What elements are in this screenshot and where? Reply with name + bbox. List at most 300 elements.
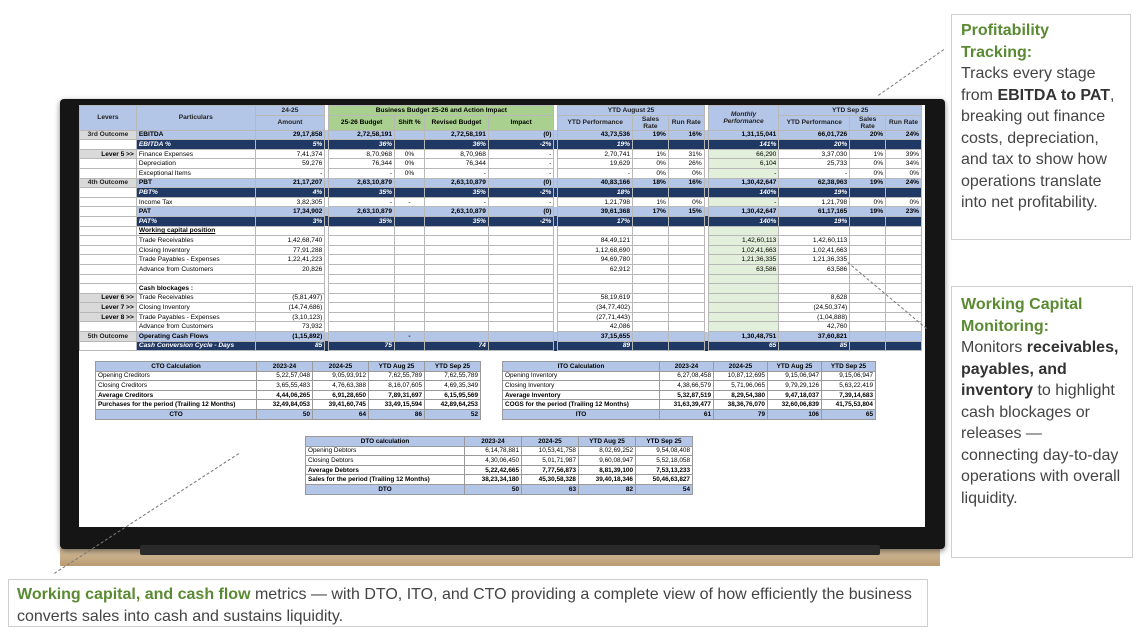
particulars-cell: EBITDA: [136, 130, 255, 140]
budget-2526-cell: [329, 332, 395, 342]
ito-title: ITO Calculation: [503, 362, 660, 372]
sales-rate-cell: [633, 312, 669, 322]
sales-rate-cell: 19%: [633, 130, 669, 140]
particulars-cell: Depreciation: [136, 159, 255, 169]
ito-value-cell: 5,71,96,065: [714, 381, 768, 391]
table-row: [80, 293, 922, 303]
ytd-sep-cell: (1,04,888): [779, 312, 850, 322]
particulars-cell: Advance from Customers: [136, 322, 255, 332]
run-rate-cell: 16%: [668, 130, 704, 140]
budget-2526-cell: [329, 303, 395, 313]
sales-rate-sep-cell: [850, 188, 886, 198]
budget-2526-cell: [329, 274, 395, 284]
sales-rate-cell: [633, 274, 669, 284]
dto-table: [305, 436, 693, 495]
revised-budget-cell: 2,63,10,879: [424, 207, 488, 217]
ito-value-cell: 31,63,39,477: [660, 400, 714, 410]
run-rate-cell: [668, 322, 704, 332]
amount-2425-cell: (5,81,497): [255, 293, 325, 303]
ytd-aug-cell: 18%: [558, 188, 633, 198]
impact-cell: [488, 332, 554, 342]
ytd-aug-cell: 58,19,619: [558, 293, 633, 303]
budget-2526-cell: 2,63,10,879: [329, 178, 395, 188]
amount-2425-cell: (3,10,123): [255, 312, 325, 322]
table-row: [503, 390, 876, 400]
cto-block: [95, 361, 481, 420]
ytd-sep-cell: 66,01,726: [779, 130, 850, 140]
dto-value-cell: 45,30,58,328: [522, 475, 579, 485]
revised-budget-cell: [424, 293, 488, 303]
revised-budget-cell: [424, 303, 488, 313]
ytd-sep-cell: -: [779, 168, 850, 178]
lever-cell: [80, 255, 137, 265]
revised-budget-cell: 35%: [424, 188, 488, 198]
ito-column-header: YTD Sep 25: [822, 362, 876, 372]
cash-flow-callout: [8, 579, 928, 627]
ytd-sep-cell: 61,17,165: [779, 207, 850, 217]
amount-2425-cell: (1,15,892): [255, 332, 325, 342]
sales-rate-sep-cell: [850, 332, 886, 342]
lever-cell: 3rd Outcome: [80, 130, 137, 140]
shift-cell: [395, 284, 425, 294]
dto-result-value: 82: [579, 484, 636, 494]
revised-budget-cell: [424, 255, 488, 265]
shift-cell: [395, 341, 425, 351]
run-rate-sep-cell: [886, 236, 922, 246]
ito-result-value: 61: [660, 409, 714, 419]
particulars-cell: Income Tax: [136, 197, 255, 207]
amount-2425-cell: 4%: [255, 188, 325, 198]
lever-cell: [80, 284, 137, 294]
shift-cell: [395, 207, 425, 217]
budget-2526-cell: 35%: [329, 216, 395, 226]
shift-cell: [395, 312, 425, 322]
lever-cell: [80, 197, 137, 207]
table-row: [80, 245, 922, 255]
dto-result-value: 63: [522, 484, 579, 494]
table-row: [80, 236, 922, 246]
dto-value-cell: 9,60,08,947: [579, 456, 636, 466]
ytd-aug-cell: 62,912: [558, 264, 633, 274]
dto-value-cell: 6,14,78,881: [465, 446, 522, 456]
shift-cell: [395, 322, 425, 332]
revised-budget-cell: 2,63,10,879: [424, 178, 488, 188]
ytd-aug-cell: 17%: [558, 216, 633, 226]
run-rate-sep-cell: [886, 264, 922, 274]
monthly-performance-cell: [708, 293, 779, 303]
shift-cell: 0%: [395, 168, 425, 178]
lever-cell: Lever 7 >>: [80, 303, 137, 313]
budget-2526-cell: 35%: [329, 188, 395, 198]
ytd-aug-cell: 2,70,741: [558, 149, 633, 159]
lever-cell: [80, 226, 137, 236]
cto-table: [95, 361, 481, 420]
ytd-sep-cell: 85: [779, 341, 850, 351]
monthly-performance-cell: 1,31,15,041: [708, 130, 779, 140]
dto-row-label: Sales for the period (Trailing 12 Months): [306, 475, 465, 485]
sales-rate-cell: [633, 284, 669, 294]
ytd-sep-cell: 1,02,41,663: [779, 245, 850, 255]
ito-result-value: 65: [822, 409, 876, 419]
sales-rate-sep-cell: [850, 255, 886, 265]
particulars-cell: EBITDA %: [136, 140, 255, 150]
impact-cell: [488, 284, 554, 294]
cto-value-cell: 4,69,35,349: [425, 381, 481, 391]
table-row: [80, 255, 922, 265]
ito-row-label: COGS for the period (Trailing 12 Months): [503, 400, 660, 410]
run-rate-sep-cell: [886, 255, 922, 265]
sales-rate-sep-cell: [850, 245, 886, 255]
ytd-sep-cell: 25,733: [779, 159, 850, 169]
monthly-performance-header: Monthly Performance: [708, 106, 779, 131]
working-capital-callout-title: Working Capital Monitoring:: [961, 296, 1083, 335]
ytd-sep-cell: 19%: [779, 216, 850, 226]
ito-value-cell: 5,32,87,519: [660, 390, 714, 400]
ytd-aug-cell: 43,73,536: [558, 130, 633, 140]
run-rate-cell: [668, 188, 704, 198]
impact-cell: [488, 264, 554, 274]
amount-header: Amount: [255, 115, 325, 130]
sales-rate-cell: 17%: [633, 207, 669, 217]
sales-rate-cell: 18%: [633, 178, 669, 188]
revised-budget-cell: [424, 245, 488, 255]
lever-cell: 5th Outcome: [80, 332, 137, 342]
dto-result-value: 50: [465, 484, 522, 494]
monthly-performance-cell: [708, 303, 779, 313]
run-rate-cell: [668, 255, 704, 265]
ytd-aug-cell: 37,15,655: [558, 332, 633, 342]
budget-header: Business Budget 25-26 and Action Impact: [329, 106, 554, 116]
monthly-performance-cell: 140%: [708, 188, 779, 198]
particulars-cell: Advance from Customers: [136, 264, 255, 274]
revised-budget-cell: [424, 226, 488, 236]
run-rate-sep-header: Run Rate: [886, 115, 922, 130]
monthly-performance-cell: -: [708, 168, 779, 178]
amount-2425-cell: 7,41,374: [255, 149, 325, 159]
shift-cell: [395, 245, 425, 255]
cto-value-cell: 7,62,55,789: [425, 371, 481, 381]
sales-rate-sep-cell: [850, 303, 886, 313]
dto-result-row: [306, 484, 693, 494]
particulars-cell: PAT%: [136, 216, 255, 226]
particulars-cell: [136, 274, 255, 284]
sales-rate-sep-cell: [850, 341, 886, 351]
lever-cell: [80, 274, 137, 284]
budget-2526-header: 25-26 Budget: [329, 115, 395, 130]
run-rate-sep-cell: [886, 341, 922, 351]
shift-cell: [395, 178, 425, 188]
amount-2425-cell: 73,932: [255, 322, 325, 332]
sales-rate-cell: [633, 332, 669, 342]
ytd-sep-cell: (24,50,374): [779, 303, 850, 313]
ito-value-cell: 8,29,54,380: [714, 390, 768, 400]
particulars-cell: Trade Receivables: [136, 293, 255, 303]
table-row: [80, 178, 922, 188]
sales-rate-sep-cell: 1%: [850, 149, 886, 159]
ytd-aug-cell: [558, 284, 633, 294]
budget-2526-cell: [329, 293, 395, 303]
amount-2425-cell: 1,42,68,740: [255, 236, 325, 246]
sales-rate-sep-cell: [850, 322, 886, 332]
shift-cell: [395, 255, 425, 265]
profitability-callout-text2: , breaking out finance costs, depreciation, and tax to show how operations translate into net profitability.: [961, 86, 1115, 211]
budget-2526-cell: [329, 312, 395, 322]
run-rate-cell: [668, 140, 704, 150]
table-row: [306, 456, 693, 466]
dto-result-label: DTO: [306, 484, 465, 494]
ytd-aug-header: YTD August 25: [558, 106, 704, 116]
lever-cell: Lever 8 >>: [80, 312, 137, 322]
revised-budget-cell: [424, 236, 488, 246]
dto-value-cell: 8,02,69,252: [579, 446, 636, 456]
ito-value-cell: 10,87,12,695: [714, 371, 768, 381]
run-rate-sep-cell: [886, 245, 922, 255]
monthly-performance-cell: 66,290: [708, 149, 779, 159]
run-rate-sep-cell: 24%: [886, 130, 922, 140]
run-rate-sep-cell: [886, 140, 922, 150]
profitability-callout-title: Profitability Tracking:: [961, 22, 1050, 61]
ytd-aug-cell: 42,086: [558, 322, 633, 332]
amount-2425-cell: [255, 274, 325, 284]
ytd-aug-cell: (34,77,402): [558, 303, 633, 313]
run-rate-cell: [668, 303, 704, 313]
table-row: [306, 446, 693, 456]
particulars-cell: Trade Payables - Expenses: [136, 255, 255, 265]
budget-2526-cell: [329, 322, 395, 332]
revised-budget-cell: [424, 274, 488, 284]
revised-budget-cell: 36%: [424, 140, 488, 150]
amount-2425-cell: -: [255, 168, 325, 178]
run-rate-cell: 0%: [668, 197, 704, 207]
monthly-performance-cell: 1,21,36,335: [708, 255, 779, 265]
budget-2526-cell: [329, 264, 395, 274]
amount-2425-cell: 20,826: [255, 264, 325, 274]
working-capital-callout-text1: Monitors: [961, 339, 1027, 356]
ytd-aug-cell: 1,21,798: [558, 197, 633, 207]
monthly-performance-cell: [708, 226, 779, 236]
ytd-sep-cell: 62,38,963: [779, 178, 850, 188]
budget-2526-cell: 76,344: [329, 159, 395, 169]
dto-value-cell: 4,30,06,450: [465, 456, 522, 466]
table-row: [96, 390, 481, 400]
run-rate-cell: [668, 274, 704, 284]
sales-rate-sep-cell: 0%: [850, 197, 886, 207]
levers-header: Levers: [80, 106, 137, 131]
table-row: [80, 216, 922, 226]
profitability-callout: [951, 14, 1131, 240]
table-row: [80, 226, 922, 236]
run-rate-cell: [668, 236, 704, 246]
monthly-performance-cell: 1,42,60,113: [708, 236, 779, 246]
run-rate-cell: [668, 341, 704, 351]
amount-2425-cell: 1,22,41,223: [255, 255, 325, 265]
cto-column-header: 2023-24: [257, 362, 313, 372]
impact-cell: [488, 341, 554, 351]
sales-rate-cell: 1%: [633, 197, 669, 207]
ytd-sep-cell: 20%: [779, 140, 850, 150]
cto-result-value: 52: [425, 409, 481, 419]
dto-result-value: 54: [636, 484, 693, 494]
ito-result-label: ITO: [503, 409, 660, 419]
sales-rate-sep-cell: [850, 312, 886, 322]
budget-2526-cell: 8,70,968: [329, 149, 395, 159]
ytd-aug-cell: 19,629: [558, 159, 633, 169]
dto-value-cell: 38,23,34,180: [465, 475, 522, 485]
revised-budget-cell: 8,70,968: [424, 149, 488, 159]
ito-column-header: YTD Aug 25: [768, 362, 822, 372]
shift-cell: [395, 216, 425, 226]
amount-2425-cell: 85: [255, 341, 325, 351]
cto-result-row: [96, 409, 481, 419]
impact-cell: -: [488, 168, 554, 178]
ytd-sep-cell: [779, 226, 850, 236]
monthly-performance-cell: 1,02,41,663: [708, 245, 779, 255]
revised-budget-cell: 35%: [424, 216, 488, 226]
impact-cell: [488, 245, 554, 255]
working-capital-callout-highlight: receivables, payables, and inventory: [961, 339, 1119, 399]
ytd-performance-header: YTD Performance: [558, 115, 633, 130]
budget-2526-cell: [329, 255, 395, 265]
sales-rate-sep-cell: [850, 226, 886, 236]
run-rate-cell: [668, 245, 704, 255]
table-row: [80, 140, 922, 150]
dto-value-cell: 5,52,18,058: [636, 456, 693, 466]
impact-cell: -2%: [488, 140, 554, 150]
cto-value-cell: 32,49,84,053: [257, 400, 313, 410]
impact-cell: [488, 312, 554, 322]
dto-column-header: YTD Sep 25: [636, 437, 693, 447]
ytd-aug-cell: [558, 226, 633, 236]
ito-row-label: Average Inventory: [503, 390, 660, 400]
impact-cell: [488, 255, 554, 265]
cto-column-header: YTD Aug 25: [369, 362, 425, 372]
ytd-sep-cell: 42,760: [779, 322, 850, 332]
run-rate-cell: [668, 284, 704, 294]
ytd-aug-cell: -: [558, 168, 633, 178]
lever-cell: [80, 245, 137, 255]
table-row: [96, 371, 481, 381]
table-row: [80, 168, 922, 178]
table-row: [80, 303, 922, 313]
sales-rate-cell: [633, 226, 669, 236]
ytd-sep-cell: 3,37,030: [779, 149, 850, 159]
table-row: [306, 475, 693, 485]
dto-value-cell: 5,22,42,665: [465, 465, 522, 475]
amount-2425-cell: [255, 226, 325, 236]
dto-value-cell: 7,77,56,873: [522, 465, 579, 475]
impact-cell: -: [488, 149, 554, 159]
particulars-cell: Exceptional Items: [136, 168, 255, 178]
cto-value-cell: 6,15,95,569: [425, 390, 481, 400]
run-rate-cell: [668, 312, 704, 322]
table-row: [80, 197, 922, 207]
sales-rate-cell: [633, 303, 669, 313]
impact-cell: [488, 303, 554, 313]
ito-result-row: [503, 409, 876, 419]
table-row: [80, 341, 922, 351]
amount-2425-cell: 21,17,207: [255, 178, 325, 188]
budget-2526-cell: 2,72,58,191: [329, 130, 395, 140]
revised-budget-cell: 74: [424, 341, 488, 351]
dto-row-label: Average Debtors: [306, 465, 465, 475]
cto-value-cell: 7,62,55,789: [369, 371, 425, 381]
run-rate-sep-cell: 24%: [886, 178, 922, 188]
ytd-sep-cell: 19%: [779, 188, 850, 198]
sales-rate-cell: [633, 245, 669, 255]
cto-value-cell: 33,49,15,594: [369, 400, 425, 410]
cto-column-header: 2024-25: [313, 362, 369, 372]
monthly-performance-cell: 140%: [708, 216, 779, 226]
lever-cell: [80, 322, 137, 332]
run-rate-sep-cell: [886, 188, 922, 198]
dto-value-cell: 5,01,71,987: [522, 456, 579, 466]
revised-budget-cell: 76,344: [424, 159, 488, 169]
budget-2526-cell: 75: [329, 341, 395, 351]
ito-table: [502, 361, 876, 420]
sales-rate-cell: [633, 293, 669, 303]
cto-value-cell: 7,89,31,697: [369, 390, 425, 400]
lever-cell: [80, 341, 137, 351]
table-row: [503, 381, 876, 391]
profitability-table: [79, 105, 922, 351]
ytd-aug-cell: 94,69,780: [558, 255, 633, 265]
ytd-aug-cell: 39,61,368: [558, 207, 633, 217]
working-capital-callout-text2: to highlight cash blockages or releases — connecting day-to-day operations with overall liquidity.: [961, 382, 1121, 507]
impact-cell: -: [488, 197, 554, 207]
monthly-performance-cell: 65: [708, 341, 779, 351]
cash-flow-callout-highlight: Working capital, and cash flow: [17, 586, 251, 603]
run-rate-sep-cell: [886, 332, 922, 342]
ytd-aug-cell: 40,83,166: [558, 178, 633, 188]
lever-cell: 4th Outcome: [80, 178, 137, 188]
dto-value-cell: 10,53,41,758: [522, 446, 579, 456]
table-row: [80, 322, 922, 332]
revised-budget-cell: [424, 284, 488, 294]
table-row: [80, 264, 922, 274]
lever-cell: [80, 159, 137, 169]
sales-rate-cell: [633, 264, 669, 274]
cto-title: CTO Calculation: [96, 362, 257, 372]
cto-row-label: Closing Creditors: [96, 381, 257, 391]
impact-cell: -2%: [488, 188, 554, 198]
cash-flow-callout-text: metrics — with DTO, ITO, and CTO providing a complete view of how efficiently the business converts sales into cash and sustains liquidity.: [17, 586, 912, 625]
sales-rate-cell: [633, 140, 669, 150]
particulars-cell: Closing Inventory: [136, 245, 255, 255]
run-rate-sep-cell: [886, 226, 922, 236]
sales-rate-header: Sales Rate: [633, 115, 669, 130]
lever-cell: Lever 5 >>: [80, 149, 137, 159]
monthly-performance-cell: -: [708, 197, 779, 207]
cto-value-cell: 4,44,06,265: [257, 390, 313, 400]
shift-cell: 0%: [395, 149, 425, 159]
table-row: [80, 274, 922, 284]
ytd-sep-cell: [779, 284, 850, 294]
cto-result-value: 64: [313, 409, 369, 419]
lever-cell: [80, 264, 137, 274]
working-capital-callout: [951, 286, 1133, 558]
particulars-cell: PBT: [136, 178, 255, 188]
run-rate-cell: 15%: [668, 207, 704, 217]
cto-row-label: Purchases for the period (Trailing 12 Months): [96, 400, 257, 410]
budget-2526-cell: -: [329, 168, 395, 178]
sales-rate-cell: [633, 341, 669, 351]
particulars-cell: PAT: [136, 207, 255, 217]
impact-cell: [488, 274, 554, 284]
cto-value-cell: 3,65,55,483: [257, 381, 313, 391]
cto-value-cell: 9,05,93,912: [313, 371, 369, 381]
table-row: [80, 312, 922, 322]
impact-cell: [488, 236, 554, 246]
